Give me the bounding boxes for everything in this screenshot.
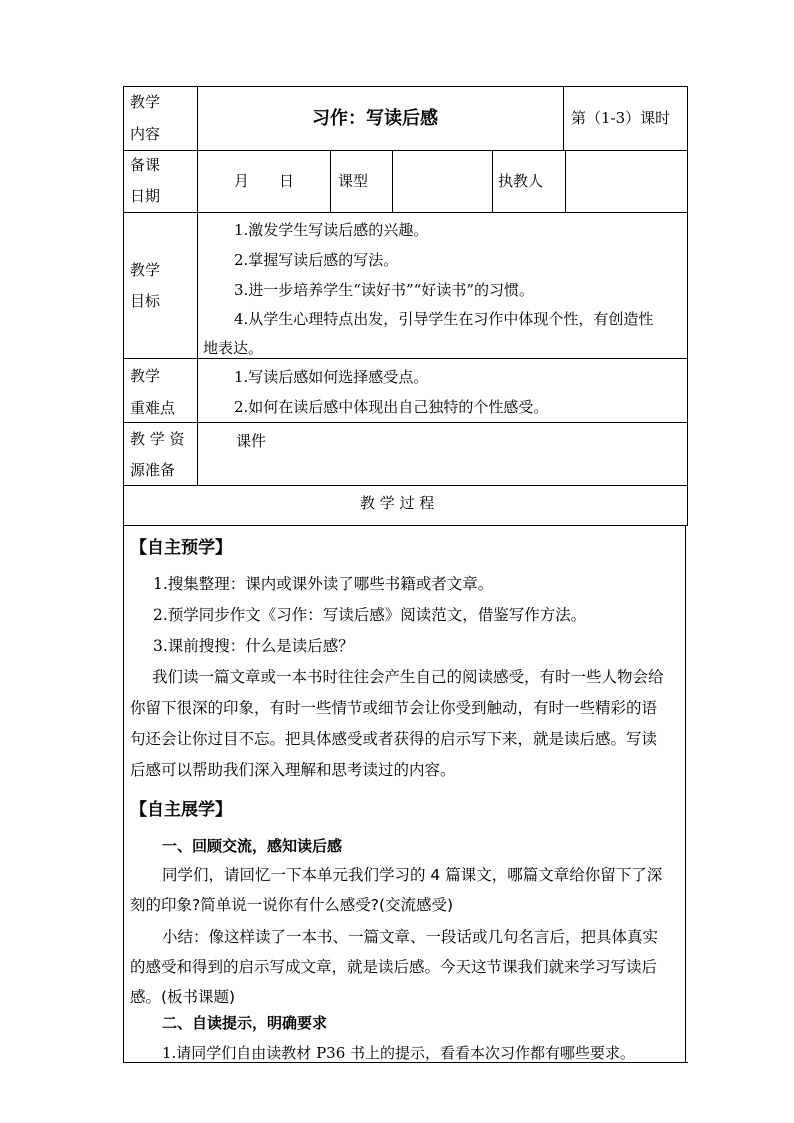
difficulties-label-line2: 重难点 xyxy=(130,399,176,417)
goals-label-line2: 目标 xyxy=(130,292,161,310)
paragraph-line: 后感可以帮助我们深入理解和思考读过的内容。 xyxy=(130,761,456,779)
goal-item: 地表达。 xyxy=(203,339,264,357)
goal-item: 4.从学生心理特点出发，引导学生在习作中体现个性，有创造性 xyxy=(234,310,654,328)
difficulty-item: 1.写读后感如何选择感受点。 xyxy=(234,368,429,386)
resources-value: 课件 xyxy=(236,432,267,450)
table-border-left xyxy=(123,86,124,1063)
lesson-type-label: 课型 xyxy=(338,172,369,190)
preview-item: 2.预学同步作文《习作：写读后感》阅读范文，借鉴写作方法。 xyxy=(153,606,587,624)
content-label-line1: 教学 xyxy=(130,93,161,111)
goals-label-line1: 教学 xyxy=(130,261,161,279)
teacher-label: 执教人 xyxy=(498,172,544,190)
label-column-divider xyxy=(197,86,198,486)
paragraph-line: 句还会让你过目不忘。把具体感受或者获得的启示写下来，就是读后感。写读 xyxy=(130,730,658,748)
paragraph-line: 同学们，请回忆一下本单元我们学习的 4 篇课文，哪篇文章给你留下了深 xyxy=(162,866,663,884)
lesson-period: 第（1-3）课时 xyxy=(571,109,671,127)
resources-label-line1: 教 学 资 xyxy=(130,430,185,448)
date-label-line1: 备课 xyxy=(130,156,161,174)
goal-item: 3.进一步培养学生“读好书”“好读书”的习惯。 xyxy=(234,281,534,299)
table-row-divider xyxy=(123,150,688,151)
goal-item: 2.掌握写读后感的写法。 xyxy=(234,251,399,269)
date-label-line2: 日期 xyxy=(130,187,161,205)
table-row-divider xyxy=(123,358,688,359)
goal-item: 1.激发学生写读后感的兴趣。 xyxy=(234,221,429,239)
date-row-divider xyxy=(492,150,493,213)
table-border-top xyxy=(123,86,688,87)
table-row-divider xyxy=(123,422,688,423)
section1-paragraph xyxy=(130,860,686,920)
paragraph-line: 你留下很深的印象，有时一些情节或细节会让你受到触动，有时一些精彩的语 xyxy=(130,699,658,717)
month-day-field: 月 日 xyxy=(234,172,295,190)
lesson-title: 习作：写读后感 xyxy=(312,108,438,129)
preview-item: 1.搜集整理：课内或课外读了哪些书籍或者文章。 xyxy=(153,575,494,593)
date-row-divider xyxy=(565,150,566,213)
section2-title: 二、自读提示，明确要求 xyxy=(162,1014,328,1032)
date-row-divider xyxy=(330,150,331,213)
summary-paragraph xyxy=(130,922,686,1012)
table-border-right xyxy=(687,86,688,526)
content-label-line2: 内容 xyxy=(130,125,161,143)
paragraph-line: 感。(板书课题) xyxy=(130,988,236,1006)
section1-title: 一、回顾交流，感知读后感 xyxy=(162,837,343,855)
paragraph-line: 小结：像这样读了一本书、一篇文章、一段话或几句名言后，把具体真实 xyxy=(162,928,659,946)
section2-item: 1.请同学们自由读教材 P36 书上的提示，看看本次习作都有哪些要求。 xyxy=(162,1044,636,1062)
paragraph-line: 的感受和得到的启示写成文章，就是读后感。今天这节课我们就来学习写读后 xyxy=(130,958,658,976)
preview-paragraph xyxy=(130,662,686,786)
resources-label-line2: 源准备 xyxy=(130,461,176,479)
period-cell-divider xyxy=(563,86,564,151)
preview-item: 3.课前搜搜：什么是读后感？ xyxy=(153,637,354,655)
table-row-divider xyxy=(123,525,688,526)
date-row-divider xyxy=(392,150,393,213)
paragraph-line: 我们读一篇文章或一本书时往往会产生自己的阅读感受，有时一些人物会给 xyxy=(152,668,664,686)
table-row-divider xyxy=(123,212,688,213)
showcase-heading: 【自主展学】 xyxy=(130,800,232,820)
process-heading: 教 学 过 程 xyxy=(360,494,435,512)
difficulties-label-line1: 教学 xyxy=(130,367,161,385)
table-row-divider xyxy=(123,485,688,486)
preview-heading: 【自主预学】 xyxy=(130,538,232,558)
difficulty-item: 2.如何在读后感中体现出自己独特的个性感受。 xyxy=(234,398,549,416)
paragraph-line: 刻的印象?简单说一说你有什么感受?(交流感受) xyxy=(130,896,454,914)
